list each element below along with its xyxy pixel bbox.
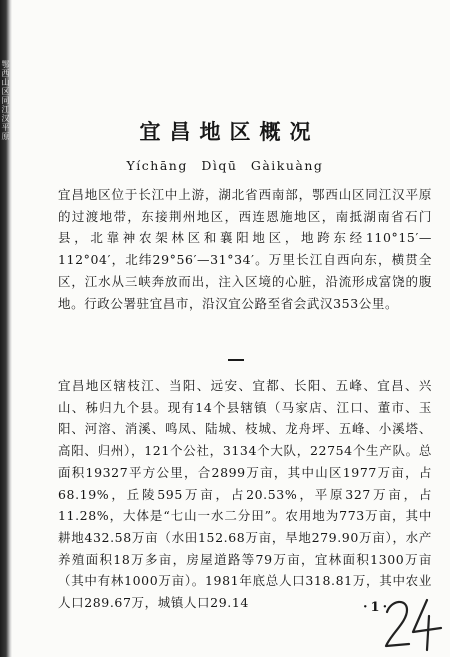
book-binding-edge [0, 0, 12, 657]
section-marker [228, 359, 244, 361]
intro-paragraph: 宜昌地区位于长江中上游，湖北省西南部，鄂西山区同江汉平原的过渡地带，东接荆州地区，西连恩施地区，南抵湖南省石门县，北靠神农架林区和襄阳地区，地跨东经110°15′—112°04′，北纬29°56′—31°34′。万里长江自西向东，横贯全区，江水从三峡奔放而出，注入区境的心脏，沿流形成富饶的腹地。行政公署驻宜昌市，沿汉宜公路至省会武汉353公里。 [58, 187, 432, 311]
title-pinyin: Yíchāng Dìqū Gàikuàng [126, 158, 324, 173]
body-paragraph: 宜昌地区辖枝江、当阳、远安、宜都、长阳、五峰、宜昌、兴山、秭归九个县。现有14个县辖镇（马家店、江口、董市、玉阳、河溶、消溪、鸣凤、陆城、枝城、龙舟坪、五峰、小溪塔、高阳、归州），121个公社，3134个大队，22754个生产队。总面积19327平方公里，合2899万亩，其中山区1977万亩，占68.19%，丘陵595万亩，占20.53%，平原327万亩，占11.28%，大体是“七山一水二分田”。农用地为773万亩，其中耕地432.58万亩（水田152.68万亩，旱地279.90万亩），水产养殖面积18万多亩，房屋道路等79万亩，宜林面积1300万亩（其中有林1000万亩）。1981年底总人口318.81万，其中农业人口289.67万，城镇人口29.14 [58, 378, 432, 611]
page-number: ·1· [363, 600, 391, 615]
spine-text: 鄂西山区同江汉平原 [1, 60, 10, 141]
handwritten-page-number [383, 596, 443, 652]
page-title: 宜昌地区概况 [139, 119, 320, 144]
